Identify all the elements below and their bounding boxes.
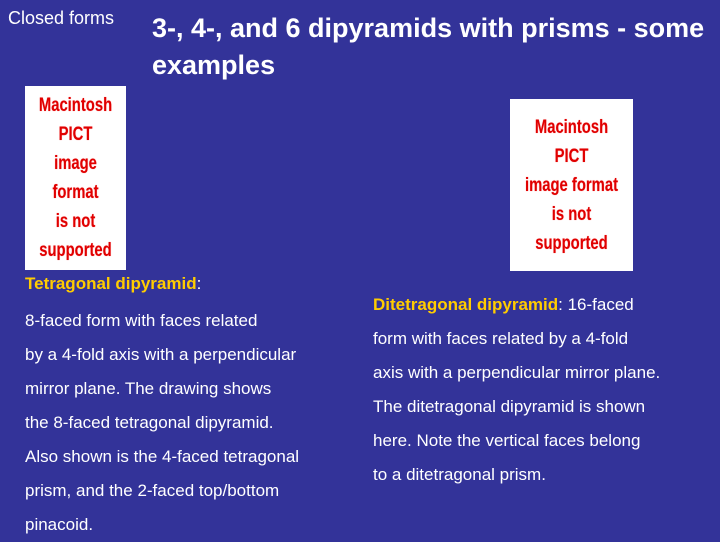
right-term-line (373, 288, 718, 322)
term-suffix: : (196, 274, 202, 293)
text-line: axis with a perpendicular mirror plane. (373, 363, 661, 382)
text-line: Also shown is the 4-faced tetragonal (25, 447, 300, 466)
image-placeholder-text: Macintosh PICT image format is not supported (524, 116, 619, 254)
term-ditetragonal-dipyramid: Ditetragonal dipyramid (373, 295, 559, 314)
image-placeholder-right (510, 99, 633, 271)
text-line: the 8-faced tetragonal dipyramid. (25, 413, 274, 432)
text-line: to a ditetragonal prism. (373, 465, 546, 484)
term-suffix: : 16-faced (558, 295, 634, 314)
term-tetragonal-dipyramid: Tetragonal dipyramid (25, 274, 197, 293)
image-placeholder-left (25, 86, 126, 270)
text-line: mirror plane. The drawing shows (25, 379, 272, 398)
text-line: form with faces related by a 4-fold (373, 329, 629, 348)
left-text-column (25, 272, 360, 542)
left-term-line (25, 272, 360, 296)
text-line: prism, and the 2-faced top/bottom (25, 481, 280, 500)
text-line: 8-faced form with faces related (25, 311, 258, 330)
image-placeholder-text: Macintosh PICT image format is not supported (38, 95, 113, 261)
right-text-column (373, 288, 718, 492)
text-line: The ditetragonal dipyramid is shown (373, 397, 646, 416)
text-line: pinacoid. (25, 515, 94, 534)
text-line: here. Note the vertical faces belong (373, 431, 641, 450)
text-line: by a 4-fold axis with a perpendicular (25, 345, 297, 364)
slide-title: 3-, 4-, and 6 dipyramids with prisms - some examples (152, 13, 705, 80)
corner-label: Closed forms (8, 8, 115, 28)
